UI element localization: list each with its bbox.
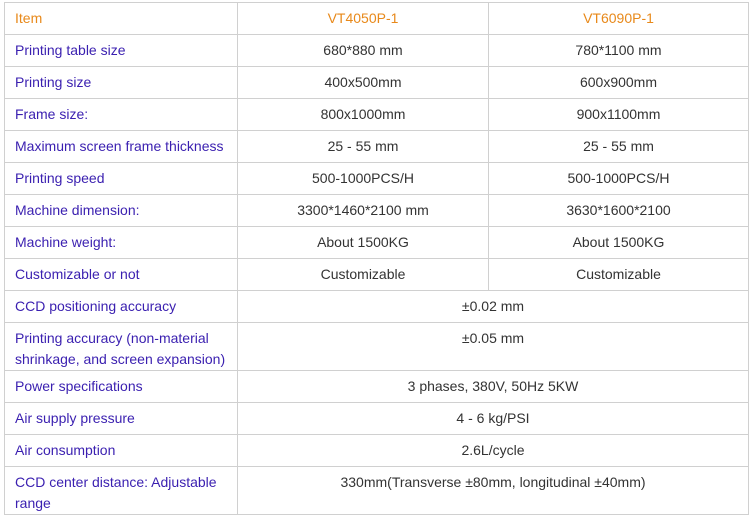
row-label: Printing size [5,67,238,99]
row-label: Machine weight: [5,227,238,259]
row-value-b: 900x1100mm [489,99,749,131]
row-value-merged: 3 phases, 380V, 50Hz 5KW [238,371,749,403]
row-value-a: About 1500KG [238,227,489,259]
table-row [5,467,749,515]
row-value-merged: 2.6L/cycle [238,435,749,467]
row-value-a: 500-1000PCS/H [238,163,489,195]
table-row [5,99,749,131]
table-row [5,195,749,227]
table-row [5,291,749,323]
row-label: Printing accuracy (non-material shrinkage, and screen expansion) [5,323,238,371]
row-label: Customizable or not [5,259,238,291]
row-value-a: 800x1000mm [238,99,489,131]
row-value-a: 25 - 55 mm [238,131,489,163]
table-row [5,323,749,371]
spec-table [4,2,749,515]
table-header-row [5,3,749,35]
table-row [5,227,749,259]
table-row [5,435,749,467]
table-row [5,163,749,195]
row-value-merged: 4 - 6 kg/PSI [238,403,749,435]
row-value-b: Customizable [489,259,749,291]
row-value-merged: ±0.05 mm [238,323,749,371]
row-value-b: 500-1000PCS/H [489,163,749,195]
row-label: Printing table size [5,35,238,67]
row-value-a: 3300*1460*2100 mm [238,195,489,227]
row-label: Maximum screen frame thickness [5,131,238,163]
row-label: Frame size: [5,99,238,131]
row-label: Power specifications [5,371,238,403]
row-value-b: About 1500KG [489,227,749,259]
row-label: CCD center distance: Adjustable range [5,467,238,515]
row-value-merged: ±0.02 mm [238,291,749,323]
table-row [5,259,749,291]
header-model-b: VT6090P-1 [489,3,749,35]
header-model-a: VT4050P-1 [238,3,489,35]
table-row [5,131,749,163]
row-label: Air supply pressure [5,403,238,435]
table-row [5,35,749,67]
row-value-b: 25 - 55 mm [489,131,749,163]
row-value-b: 3630*1600*2100 [489,195,749,227]
table-row [5,371,749,403]
row-value-a: 400x500mm [238,67,489,99]
row-value-b: 780*1100 mm [489,35,749,67]
header-item: Item [5,3,238,35]
row-value-merged: 330mm(Transverse ±80mm, longitudinal ±40mm) [238,467,749,515]
row-value-a: 680*880 mm [238,35,489,67]
row-label: Air consumption [5,435,238,467]
row-value-a: Customizable [238,259,489,291]
row-label: Printing speed [5,163,238,195]
table-row [5,403,749,435]
row-label: Machine dimension: [5,195,238,227]
row-label: CCD positioning accuracy [5,291,238,323]
row-value-b: 600x900mm [489,67,749,99]
table-row [5,67,749,99]
